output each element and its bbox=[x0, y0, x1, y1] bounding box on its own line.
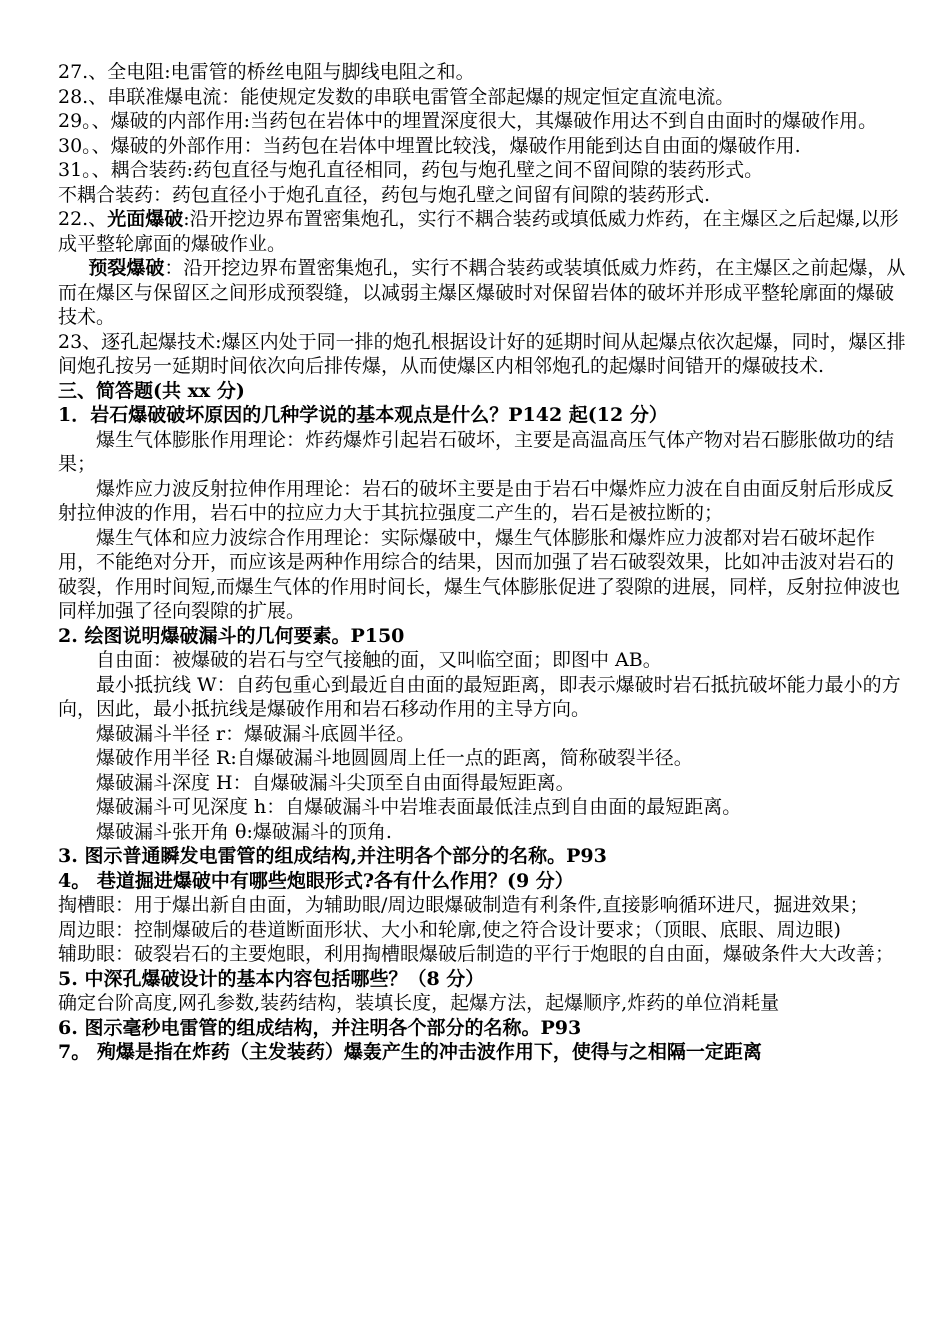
answer-4b: 周边眼：控制爆破后的巷道断面形状、大小和轮廓,使之符合设计要求；（顶眼、底眼、周边眼) bbox=[58, 918, 841, 941]
question-2: 2. 绘图说明爆破漏斗的几何要素。P150 bbox=[58, 624, 405, 647]
definition-22-number: 22.、 bbox=[58, 208, 108, 230]
definition-presplit bbox=[58, 256, 910, 330]
answer-2c: 爆破漏斗半径 r：爆破漏斗底圆半径。 bbox=[96, 722, 416, 745]
answer-2b: 最小抵抗线 W：自药包重心到最近自由面的最短距离，即表示爆破时岩石抵抗破坏能力最小的方向，因此，最小抵抗线是爆破作用和岩石移动作用的主导方向。 bbox=[58, 673, 901, 720]
answer-2d: 爆破作用半径 R:自爆破漏斗地圆圆周上任一点的距离，简称破裂半径。 bbox=[96, 747, 693, 769]
answer-5a: 确定台阶高度,网孔参数,装药结构，装填长度，起爆方法，起爆顺序,炸药的单位消耗量 bbox=[58, 992, 780, 1014]
definition-presplit-text: ：沿开挖边界布置密集炮孔，实行不耦合装药或装填低威力炸药，在主爆区之前起爆，从而在爆区与保留区之间形成预裂缝，以减弱主爆区爆破时对保留岩体的破坏并形成平整轮廓面的爆破技术。 bbox=[58, 257, 906, 328]
section-heading: 三、简答题(共 xx 分) bbox=[58, 379, 245, 402]
answer-2e: 爆破漏斗深度 H：自爆破漏斗尖顶至自由面得最短距离。 bbox=[96, 771, 575, 794]
definition-29: 29。、爆破的内部作用:当药包在岩体中的埋置深度很大，其爆破作用达不到自由面时的爆破作用。 bbox=[58, 110, 878, 132]
definition-27: 27.、全电阻:电雷管的桥丝电阻与脚线电阻之和。 bbox=[58, 61, 475, 83]
question-3: 3. 图示普通瞬发电雷管的组成结构,并注明各个部分的名称。P93 bbox=[58, 845, 607, 867]
answer-2g: 爆破漏斗张开角 θ:爆破漏斗的顶角. bbox=[96, 820, 392, 843]
answer-1c: 爆生气体和应力波综合作用理论：实际爆破中，爆生气体膨胀和爆炸应力波都对岩石破坏起作用，不能绝对分开，而应该是两种作用综合的结果，因而加强了岩石破裂效果，比如冲击波对岩石的破裂，作用时间短,而爆生气体的作用时间长，爆生气体膨胀促进了裂隙的进展，同样，反射拉伸波也同样加强了径向裂隙的扩展。 bbox=[58, 526, 901, 622]
answer-4c: 辅助眼：破裂岩石的主要炮眼，利用掏槽眼爆破后制造的平行于炮眼的自由面，爆破条件大大改善； bbox=[58, 943, 895, 965]
question-5: 5. 中深孔爆破设计的基本内容包括哪些？（8 分） bbox=[58, 967, 485, 990]
answer-1a: 爆生气体膨胀作用理论：炸药爆炸引起岩石破坏，主要是高温高压气体产物对岩石膨胀做功的结果； bbox=[58, 428, 895, 475]
answer-4a: 掏槽眼：用于爆出新自由面，为辅助眼/周边眼爆破制造有利条件,直接影响循环进尺，掘进效果； bbox=[58, 894, 869, 916]
question-6: 6. 图示毫秒电雷管的组成结构，并注明各个部分的名称。P93 bbox=[58, 1016, 582, 1039]
answer-2f: 爆破漏斗可见深度 h：自爆破漏斗中岩堆表面最低洼点到自由面的最短距离。 bbox=[96, 796, 742, 818]
definition-31: 31。、耦合装药:药包直径与炮孔直径相同，药包与炮孔壁之间不留间隙的装药形式。 bbox=[58, 159, 764, 181]
definition-22-term: 光面爆破 bbox=[107, 208, 184, 230]
answer-1b: 爆炸应力波反射拉伸作用理论：岩石的破坏主要是由于岩石中爆炸应力波在自由面反射后形成反射拉伸波的作用，岩石中的拉应力大于其抗拉强度二产生的，岩石是被拉断的； bbox=[58, 477, 895, 524]
question-4: 4。 巷道掘进爆破中有哪些炮眼形式?各有什么作用？(9 分） bbox=[58, 869, 574, 892]
definition-23: 23、逐孔起爆技术:爆区内处于同一排的炮孔根据设计好的延期时间从起爆点依次起爆，同时，爆区排间炮孔按另一延期时间依次向后排传爆，从而使爆区内相邻炮孔的起爆时间错开的爆破技术. bbox=[58, 330, 906, 377]
definition-28: 28.、串联准爆电流：能使规定发数的串联电雷管全部起爆的规定恒定直流电流。 bbox=[58, 85, 735, 108]
definition-31b: 不耦合装药：药包直径小于炮孔直径，药包与炮孔壁之间留有间隙的装药形式. bbox=[58, 183, 711, 206]
answer-2a: 自由面：被爆破的岩石与空气接触的面，又叫临空面；即图中 AB。 bbox=[96, 649, 662, 671]
question-1: 1．岩石爆破破坏原因的几种学说的基本观点是什么？P142 起(12 分） bbox=[58, 404, 668, 426]
definition-22-text: :沿开挖边界布置密集炮孔，实行不耦合装药或填低威力炸药，在主爆区之后起爆,以形成平整轮廓面的爆破作业。 bbox=[58, 208, 899, 255]
definition-presplit-term: 预裂爆破 bbox=[88, 257, 165, 279]
definition-30: 30。、爆破的外部作用：当药包在岩体中埋置比较浅，爆破作用能到达自由面的爆破作用. bbox=[58, 134, 801, 157]
definition-22 bbox=[58, 207, 910, 256]
question-7: 7。 殉爆是指在炸药（主发装药）爆轰产生的冲击波作用下，使得与之相隔一定距离 bbox=[58, 1041, 762, 1063]
